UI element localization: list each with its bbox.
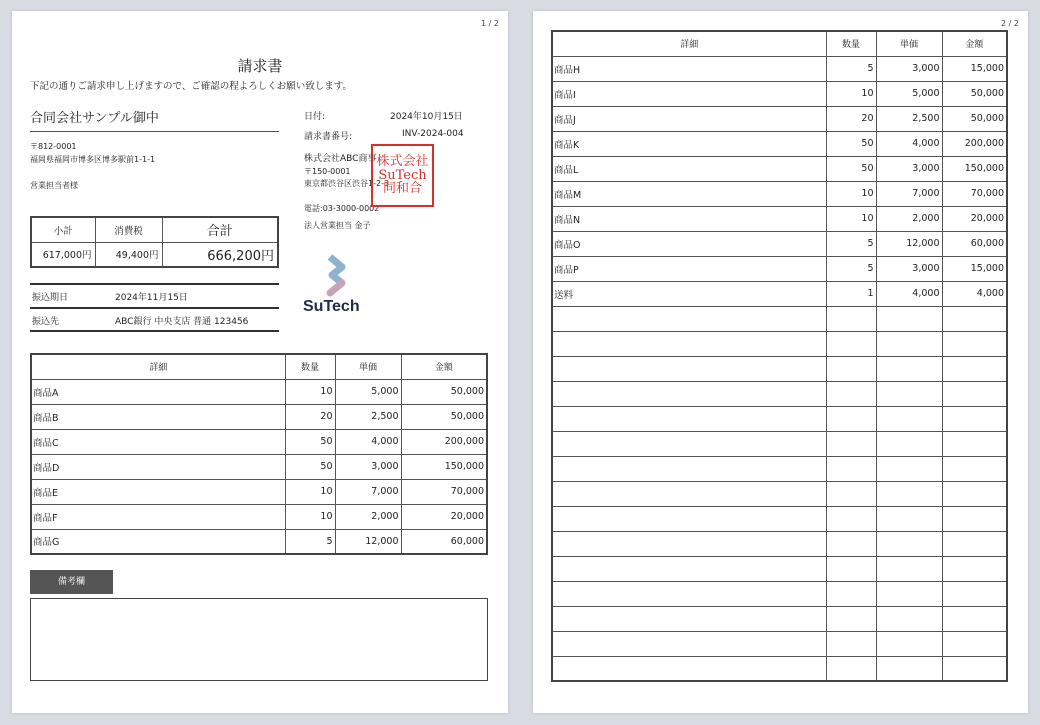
divider: [30, 131, 279, 132]
item-qty: 10: [285, 479, 335, 504]
item-unit-price: [876, 431, 942, 456]
item-unit-price: [876, 531, 942, 556]
item-qty: [826, 331, 876, 356]
item-name: [552, 631, 826, 656]
item-amount: 150,000: [401, 454, 487, 479]
table-row: [552, 156, 1007, 181]
item-unit-price: 7,000: [876, 181, 942, 206]
col-qty: 数量: [285, 354, 335, 379]
items-table: [30, 353, 488, 555]
issuer-name: 株式会社ABC商事: [304, 154, 377, 164]
item-name: 商品J: [552, 106, 826, 131]
client-name: 合同会社サンプル御中: [30, 111, 159, 126]
item-amount: 50,000: [401, 379, 487, 404]
item-qty: 5: [285, 529, 335, 554]
item-qty: 10: [826, 206, 876, 231]
item-unit-price: 4,000: [335, 429, 401, 454]
stamp-line: 同和合: [382, 181, 422, 197]
date-label: 日付:: [304, 112, 326, 122]
item-unit-price: [876, 506, 942, 531]
stamp-line: SuTech: [378, 167, 427, 183]
table-row: [552, 656, 1007, 681]
item-unit-price: 12,000: [335, 529, 401, 554]
item-amount: [942, 481, 1007, 506]
table-row: [552, 606, 1007, 631]
item-amount: 4,000: [942, 281, 1007, 306]
item-name: 商品N: [552, 206, 826, 231]
table-row: [31, 504, 487, 529]
invoice-no-value: INV-2024-004: [402, 129, 464, 139]
item-name: 商品P: [552, 256, 826, 281]
item-amount: 200,000: [401, 429, 487, 454]
item-name: [552, 531, 826, 556]
item-qty: 50: [826, 156, 876, 181]
col-unit-price: 単価: [876, 31, 942, 56]
table-row: [31, 404, 487, 429]
item-qty: 1: [826, 281, 876, 306]
intro-text: 下記の通りご請求申し上げますので、ご確認の程よろしくお願い致します。: [30, 81, 353, 92]
item-name: [552, 456, 826, 481]
item-name: [552, 331, 826, 356]
divider: [30, 330, 279, 332]
item-unit-price: 3,000: [335, 454, 401, 479]
col-unit-price: 単価: [335, 354, 401, 379]
payment-to-value: ABC銀行 中央支店 普通 123456: [115, 317, 249, 327]
item-amount: [942, 456, 1007, 481]
table-row: [552, 581, 1007, 606]
item-qty: 5: [826, 256, 876, 281]
table-row: [552, 106, 1007, 131]
item-name: 商品M: [552, 181, 826, 206]
item-amount: 20,000: [401, 504, 487, 529]
table-row: [552, 381, 1007, 406]
table-row: [552, 431, 1007, 456]
item-qty: [826, 356, 876, 381]
col-qty: 数量: [826, 31, 876, 56]
total-value: 666,200円: [162, 242, 278, 267]
invoice-page-2: [533, 11, 1028, 713]
item-qty: [826, 531, 876, 556]
item-qty: [826, 431, 876, 456]
table-row: [552, 306, 1007, 331]
item-amount: [942, 506, 1007, 531]
item-name: [552, 381, 826, 406]
item-amount: [942, 606, 1007, 631]
item-name: [552, 581, 826, 606]
table-row: [31, 454, 487, 479]
item-qty: [826, 606, 876, 631]
item-unit-price: [876, 481, 942, 506]
item-amount: [942, 431, 1007, 456]
col-detail: 詳細: [31, 354, 285, 379]
item-amount: 60,000: [401, 529, 487, 554]
stamp-line: 株式会社: [376, 154, 429, 170]
item-unit-price: 12,000: [876, 231, 942, 256]
item-name: 商品I: [552, 81, 826, 106]
item-unit-price: [876, 356, 942, 381]
item-name: 商品O: [552, 231, 826, 256]
item-unit-price: 7,000: [335, 479, 401, 504]
item-amount: [942, 556, 1007, 581]
item-qty: [826, 406, 876, 431]
item-amount: [942, 531, 1007, 556]
item-qty: [826, 381, 876, 406]
item-qty: 20: [285, 404, 335, 429]
logo-text: SuTech: [303, 298, 360, 315]
item-unit-price: [876, 631, 942, 656]
item-unit-price: 2,500: [876, 106, 942, 131]
item-amount: [942, 381, 1007, 406]
divider: [30, 283, 279, 285]
item-name: 商品H: [552, 56, 826, 81]
item-unit-price: [876, 581, 942, 606]
item-qty: [826, 631, 876, 656]
item-name: [552, 481, 826, 506]
item-qty: [826, 581, 876, 606]
table-row: [31, 479, 487, 504]
item-unit-price: 2,000: [335, 504, 401, 529]
item-qty: [826, 556, 876, 581]
item-qty: 10: [826, 81, 876, 106]
divider: [30, 307, 279, 309]
item-amount: [942, 631, 1007, 656]
tax-label: 消費税: [95, 217, 162, 242]
item-amount: 20,000: [942, 206, 1007, 231]
table-row: [552, 406, 1007, 431]
table-row: [552, 506, 1007, 531]
item-name: [552, 431, 826, 456]
total-label: 合計: [162, 217, 278, 242]
item-unit-price: [876, 406, 942, 431]
col-amount: 金額: [401, 354, 487, 379]
item-unit-price: 5,000: [876, 81, 942, 106]
item-unit-price: [876, 656, 942, 681]
remarks-box: [30, 598, 488, 681]
item-qty: 50: [285, 454, 335, 479]
item-unit-price: 3,000: [876, 56, 942, 81]
invoice-title: 請求書: [237, 57, 283, 75]
item-name: [552, 306, 826, 331]
client-address: 福岡県福岡市博多区博多駅前1-1-1: [30, 155, 156, 164]
invoice-no-label: 請求書番号:: [304, 132, 353, 142]
item-amount: 60,000: [942, 231, 1007, 256]
item-qty: [826, 656, 876, 681]
col-amount: 金額: [942, 31, 1007, 56]
table-row: [552, 181, 1007, 206]
item-unit-price: [876, 331, 942, 356]
table-row: [552, 331, 1007, 356]
item-name: 商品A: [31, 379, 285, 404]
item-amount: 15,000: [942, 256, 1007, 281]
item-amount: 70,000: [401, 479, 487, 504]
item-name: [552, 556, 826, 581]
table-row: [31, 379, 487, 404]
item-amount: 15,000: [942, 56, 1007, 81]
invoice-page-1: [12, 11, 508, 713]
item-qty: 5: [826, 231, 876, 256]
table-row: [31, 429, 487, 454]
item-amount: 200,000: [942, 131, 1007, 156]
item-qty: 10: [285, 504, 335, 529]
item-name: 商品C: [31, 429, 285, 454]
payment-due-label: 振込期日: [32, 293, 69, 303]
item-name: 送料: [552, 281, 826, 306]
item-name: 商品B: [31, 404, 285, 429]
issuer-phone: 電話:03-3000-0002: [304, 204, 380, 213]
item-name: 商品K: [552, 131, 826, 156]
summary-table: [30, 216, 279, 268]
item-qty: 10: [826, 181, 876, 206]
item-amount: [942, 306, 1007, 331]
item-amount: [942, 356, 1007, 381]
item-qty: 5: [826, 56, 876, 81]
item-amount: [942, 406, 1007, 431]
item-name: [552, 356, 826, 381]
subtotal-value: 617,000円: [31, 242, 95, 267]
item-amount: 150,000: [942, 156, 1007, 181]
item-unit-price: 5,000: [335, 379, 401, 404]
payment-to-label: 振込先: [32, 317, 60, 327]
payment-due-value: 2024年11月15日: [115, 293, 188, 303]
date-value: 2024年10月15日: [390, 112, 463, 122]
issuer-address: 東京都渋谷区渋谷1-2-3: [304, 179, 390, 188]
item-amount: 50,000: [401, 404, 487, 429]
item-amount: [942, 331, 1007, 356]
item-name: [552, 506, 826, 531]
item-amount: [942, 581, 1007, 606]
company-seal-stamp: [371, 144, 434, 207]
page-number: 2 / 2: [1001, 19, 1019, 28]
table-row: [552, 556, 1007, 581]
table-row: [31, 529, 487, 554]
table-row: [552, 81, 1007, 106]
item-name: [552, 606, 826, 631]
table-row: [552, 531, 1007, 556]
col-detail: 詳細: [552, 31, 826, 56]
item-amount: 70,000: [942, 181, 1007, 206]
item-qty: [826, 306, 876, 331]
table-row: [552, 256, 1007, 281]
item-qty: [826, 456, 876, 481]
table-row: [552, 456, 1007, 481]
item-qty: 50: [826, 131, 876, 156]
item-amount: 50,000: [942, 81, 1007, 106]
items-table-continued: [551, 30, 1008, 682]
item-unit-price: 2,500: [335, 404, 401, 429]
table-row: [552, 631, 1007, 656]
table-row: [552, 131, 1007, 156]
remarks-label: 備考欄: [30, 570, 113, 594]
item-qty: 50: [285, 429, 335, 454]
table-row: [552, 481, 1007, 506]
item-unit-price: [876, 556, 942, 581]
item-unit-price: [876, 606, 942, 631]
item-qty: [826, 506, 876, 531]
item-qty: 10: [285, 379, 335, 404]
issuer-postal: 〒150-0001: [304, 167, 351, 176]
item-name: 商品L: [552, 156, 826, 181]
item-name: 商品F: [31, 504, 285, 529]
subtotal-label: 小計: [31, 217, 95, 242]
table-row: [552, 56, 1007, 81]
item-qty: [826, 481, 876, 506]
item-unit-price: 3,000: [876, 156, 942, 181]
item-name: 商品D: [31, 454, 285, 479]
item-unit-price: 2,000: [876, 206, 942, 231]
page-number: 1 / 2: [481, 19, 499, 28]
issuer-person: 法人営業担当 金子: [304, 221, 371, 230]
item-unit-price: 3,000: [876, 256, 942, 281]
item-amount: [942, 656, 1007, 681]
item-unit-price: [876, 456, 942, 481]
table-row: [552, 356, 1007, 381]
item-name: 商品E: [31, 479, 285, 504]
table-row: [552, 231, 1007, 256]
tax-value: 49,400円: [95, 242, 162, 267]
item-name: [552, 656, 826, 681]
item-name: 商品G: [31, 529, 285, 554]
table-row: [552, 206, 1007, 231]
table-row: [552, 281, 1007, 306]
item-unit-price: 4,000: [876, 131, 942, 156]
client-dept: 営業担当者様: [30, 181, 78, 190]
client-postal: 〒812-0001: [30, 142, 77, 151]
item-unit-price: 4,000: [876, 281, 942, 306]
item-unit-price: [876, 306, 942, 331]
item-name: [552, 406, 826, 431]
item-qty: 20: [826, 106, 876, 131]
item-amount: 50,000: [942, 106, 1007, 131]
item-unit-price: [876, 381, 942, 406]
